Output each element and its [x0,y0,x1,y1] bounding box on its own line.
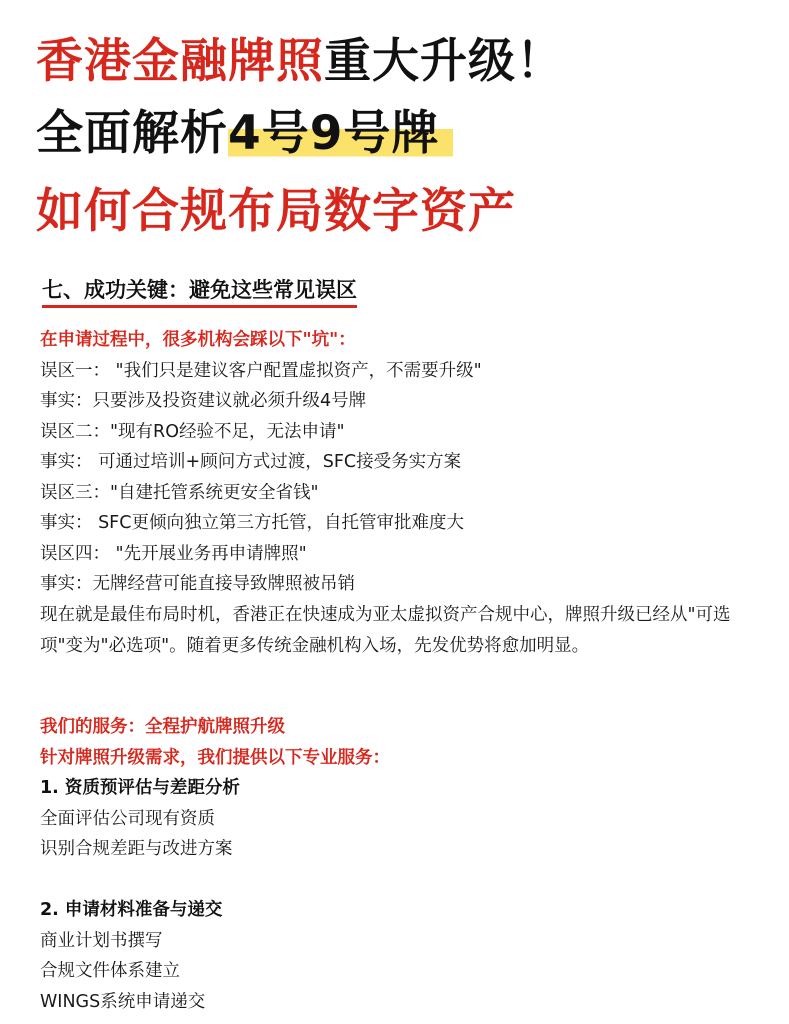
headline-red-part: 香港金融牌照 [36,34,324,89]
service-item: 合规文件体系建立 [40,961,180,981]
intro-text: 在申请过程中，很多机构会踩以下"坑"： [40,330,356,350]
fact-item: 事实： SFC更倾向独立第三方托管，自托管审批难度大 [40,513,464,533]
fact-item: 事实： 可通过培训+顾问方式过渡，SFC接受务实方案 [40,452,462,472]
service-item: 商业计划书撰写 [40,930,163,951]
headline-line-2 [36,104,453,164]
myth-item: 误区一： "我们只是建议客户配置虚拟资产，不需要升级" [40,360,482,381]
headline-black-part: 重大升级！ [324,34,564,89]
myths-block [40,325,760,662]
myth-item: 误区三："自建托管系统更安全省钱" [40,482,319,503]
service-item: 全面评估公司现有资质 [40,808,215,829]
service-heading: 2. 申请材料准备与递交 [40,900,223,920]
headline-line-1 [36,32,564,92]
headline-prefix: 全面解析 [36,106,228,161]
fact-item: 事实：只要涉及投资建议就必须升级4号牌 [40,391,367,411]
summary-paragraph: 现在就是最佳布局时机，香港正在快速成为亚太虚拟资产合规中心，牌照升级已经从"可选项"变为"必选项"。随着更多传统金融机构入场，先发优势将愈加明显。 [40,604,731,656]
fact-item: 事实：无牌经营可能直接导致牌照被吊销 [40,574,355,594]
services-title: 我们的服务：全程护航牌照升级 [40,717,285,737]
service-heading: 1. 资质预评估与差距分析 [40,778,240,798]
services-subtitle: 针对牌照升级需求，我们提供以下专业服务： [40,747,390,768]
services-block [40,712,760,865]
section-title: 七、成功关键：避免这些常见误区 [42,274,357,308]
myth-item: 误区四： "先开展业务再申请牌照" [40,543,307,564]
headline-highlight: 4号9号牌 [228,106,453,161]
headline-line-3: 如何合规布局数字资产 [36,184,516,239]
services-block-2 [40,895,760,1017]
service-item: WINGS系统申请递交 [40,991,206,1012]
service-item: 识别合规差距与改进方案 [40,839,233,859]
myth-item: 误区二："现有RO经验不足，无法申请" [40,421,345,442]
